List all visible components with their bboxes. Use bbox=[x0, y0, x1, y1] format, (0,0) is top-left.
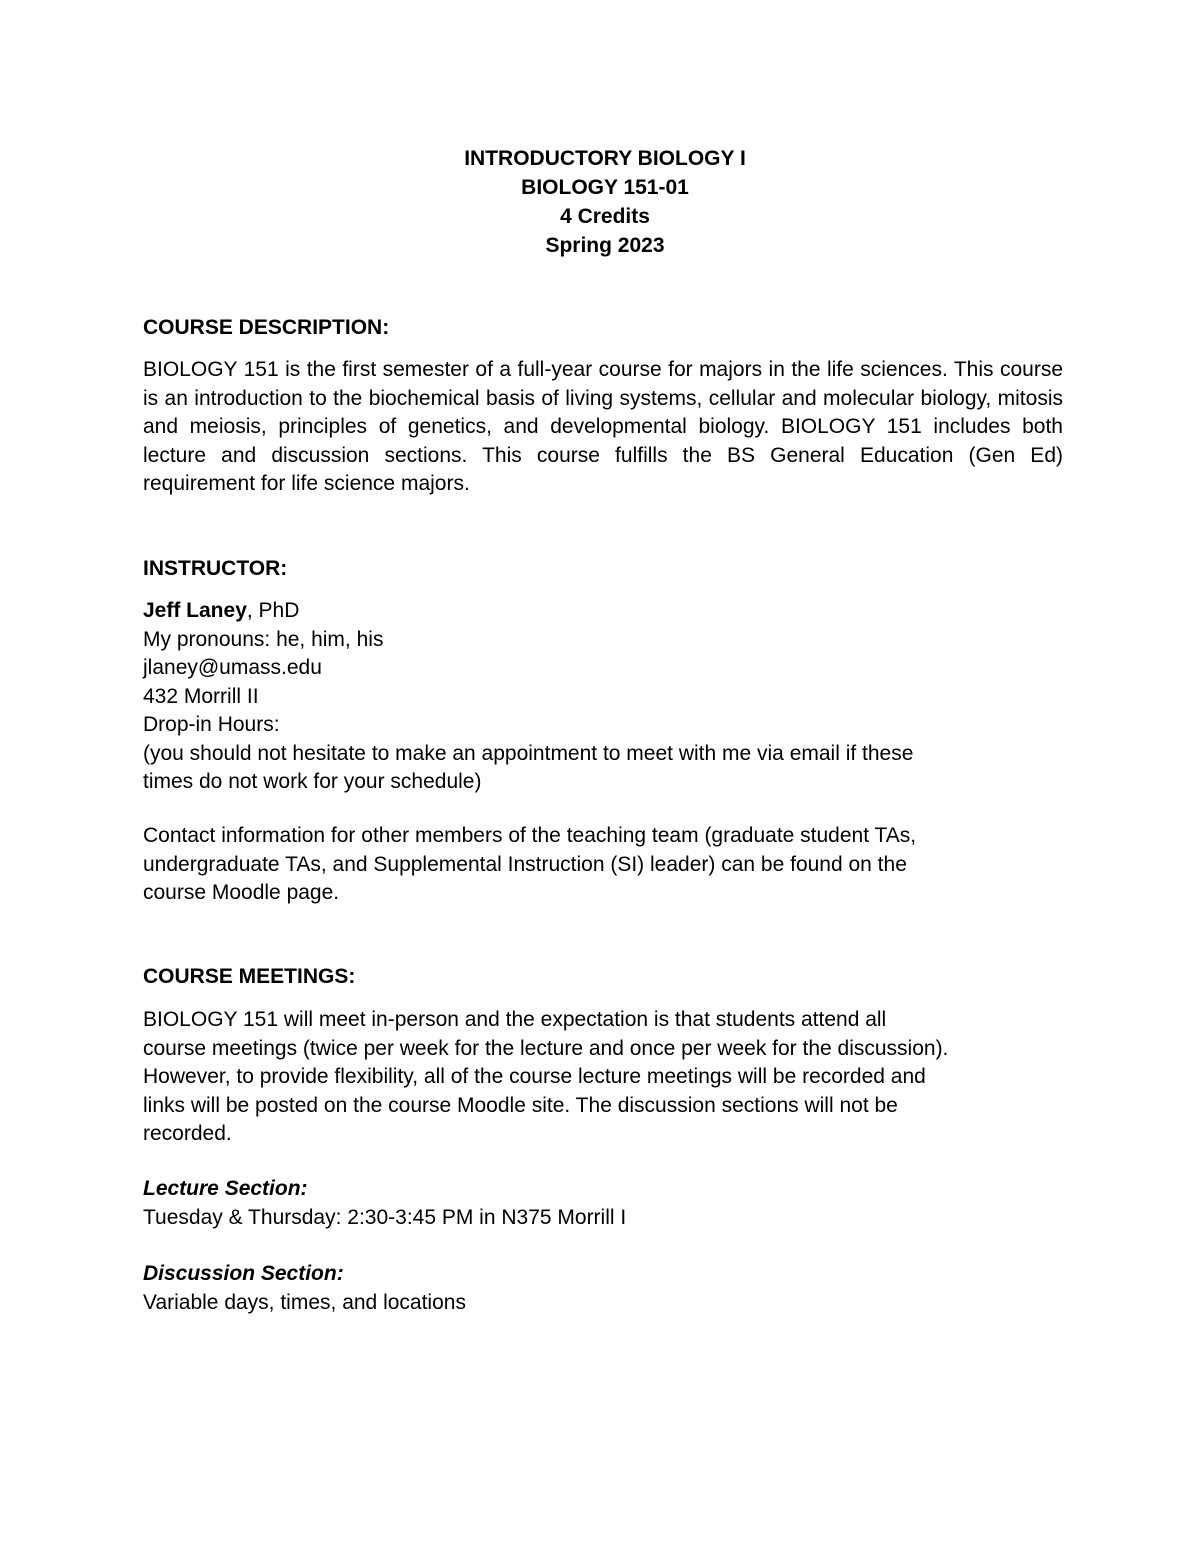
instructor-email[interactable]: jlaney@umass.edu bbox=[143, 656, 322, 679]
dropin-note-line-1: (you should not hesitate to make an appointment to meet with me via email if these bbox=[143, 741, 914, 765]
course-code: BIOLOGY 151-01 bbox=[521, 176, 689, 199]
lecture-section-time: Tuesday & Thursday: 2:30-3:45 PM in N375 Morrill I bbox=[143, 1205, 627, 1229]
meetings-line-5: recorded. bbox=[143, 1122, 232, 1145]
course-meetings-heading: COURSE MEETINGS: bbox=[143, 965, 356, 988]
contact-line-2: undergraduate TAs, and Supplemental Instruction (SI) leader) can be found on the bbox=[143, 852, 907, 876]
course-description-text: BIOLOGY 151 is the first semester of a full-year course for majors in the life sciences. This course is an introduction to the biochemical basis of living systems, cellular and molecular biology, mitosis and meiosis, principles of genetics, and developmental biology. BIOLOGY 151 includes both lecture and discussion sections. This course fulfills the BS General Education (Gen Ed) requirement for life science majors. bbox=[143, 358, 1063, 495]
course-description-heading: COURSE DESCRIPTION: bbox=[143, 316, 390, 339]
instructor-section bbox=[143, 555, 1063, 584]
contact-line-3: course Moodle page. bbox=[143, 881, 340, 904]
contact-line-1: Contact information for other members of the teaching team (graduate student TAs, bbox=[143, 824, 917, 847]
instructor-name: Jeff Laney bbox=[143, 599, 247, 622]
course-meetings-body bbox=[143, 1006, 1063, 1149]
lecture-section bbox=[143, 1175, 1063, 1232]
course-title: INTRODUCTORY BIOLOGY I bbox=[464, 147, 746, 170]
instructor-office: 432 Morrill II bbox=[143, 684, 259, 708]
discussion-section-label: Discussion Section: bbox=[143, 1262, 344, 1285]
course-description-body bbox=[143, 356, 1063, 499]
discussion-section-time: Variable days, times, and locations bbox=[143, 1290, 466, 1314]
course-title-block bbox=[0, 144, 1200, 260]
discussion-section bbox=[143, 1260, 1063, 1317]
instructor-name-line bbox=[143, 597, 1063, 626]
course-credits: 4 Credits bbox=[560, 205, 650, 228]
meetings-line-1: BIOLOGY 151 will meet in-person and the expectation is that students attend all bbox=[143, 1008, 887, 1031]
instructor-degree: , PhD bbox=[246, 599, 300, 622]
course-meetings-section bbox=[143, 963, 1063, 992]
instructor-pronouns: My pronouns: he, him, his bbox=[143, 627, 384, 651]
course-term: Spring 2023 bbox=[545, 234, 665, 257]
meetings-line-2: course meetings (twice per week for the lecture and once per week for the discussion). bbox=[143, 1036, 949, 1060]
meetings-line-4: links will be posted on the course Moodle site. The discussion sections will not be bbox=[143, 1093, 898, 1117]
dropin-note-line-2: times do not work for your schedule) bbox=[143, 770, 482, 793]
lecture-section-label: Lecture Section: bbox=[143, 1177, 308, 1200]
course-description-section bbox=[143, 314, 1063, 343]
instructor-heading: INSTRUCTOR: bbox=[143, 557, 288, 580]
instructor-details bbox=[143, 597, 1063, 797]
dropin-hours-label: Drop-in Hours: bbox=[143, 713, 280, 736]
meetings-line-3: However, to provide flexibility, all of the course lecture meetings will be recorded and bbox=[143, 1065, 926, 1088]
teaching-team-contact bbox=[143, 822, 1063, 908]
